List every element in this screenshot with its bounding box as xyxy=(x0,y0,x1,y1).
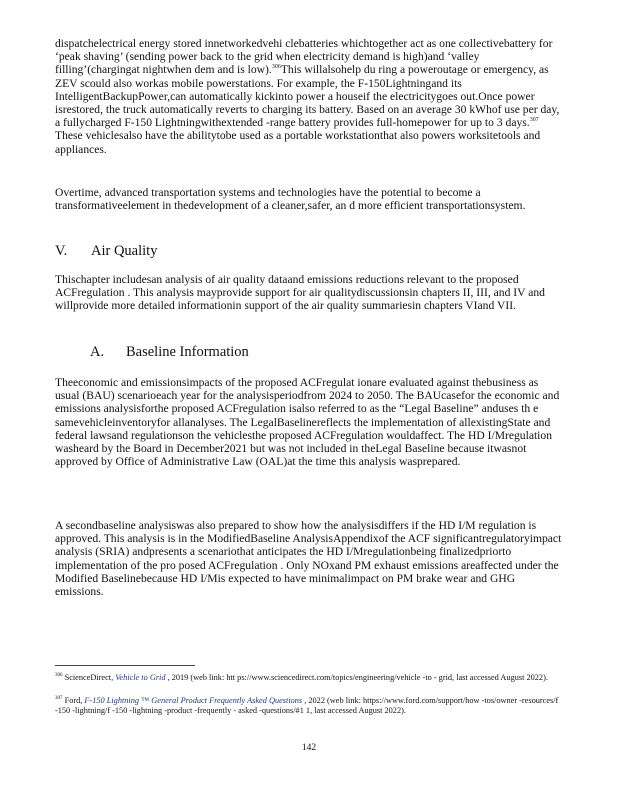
footnote-ref-306[interactable]: 306 xyxy=(271,64,281,71)
subsection-number: A. xyxy=(90,344,105,360)
subsection-title: Baseline Information xyxy=(126,344,249,360)
footnote-number: 306 xyxy=(55,673,63,679)
subsection-heading-baseline xyxy=(90,343,249,361)
paragraph-second-baseline: A secondbaseline analysiswas also prepared to show how the analysisdiffers if the HD I/M regulation is approved. This analysis is in the ModifiedBaseline AnalysisAppendixof the ACF significantregulatoryimpact analysis (SRIA) andpresents a scenariothat anticipates the HD I/Mregulationbeing finalizedpriorto implementation of the pro posed ACFregulation . Only NOxand PM exhaust emissions areaffected under the Modified Baselinebecause HD I/Mis expected to have minimalimpact on PM brake wear and GHG emissions. xyxy=(55,519,562,599)
section-number: V. xyxy=(55,243,68,259)
footnote-307 xyxy=(55,696,570,717)
paragraph-chapter-intro: Thischapter includesan analysis of air quality dataand emissions reductions relevant to the proposed ACFregulation . This analysis mayprovide support for air qualitydiscussionsin chapters II, III, and IV and willprovide more detailed informationin support of the air quality summariesin chapters VIand VII. xyxy=(55,273,545,313)
paragraph-text: This willalsohelp du ring a poweroutage or emergency, as ZEV scould also workas mobile powerstations. For example, the F-150Lightningand its IntelligentBackupPower,can automatically kickinto power a houseif the electricitygoes out.Once power isrestored, the truck automatically reverts to charging its battery. Based on an average 30 kWhof use per day, a fullycharged F-150 Lightningwithextended -range battery provides full-homepower for up to 3 days. xyxy=(55,63,560,130)
paragraph-vehicle-grid xyxy=(55,37,565,156)
footnote-source: Ford, xyxy=(62,696,83,705)
footnote-306 xyxy=(55,673,570,683)
footnote-number: 307 xyxy=(55,696,63,702)
footnote-title-link[interactable]: F-150 Lightning ™ General Product Frequently Asked Questions xyxy=(84,696,303,705)
paragraph-baseline-description: Theeconomic and emissionsimpacts of the proposed ACFregulat ionare evaluated against thebusiness as usual (BAU) scenarioeach year for the analysisperiodfrom 2024 to 2050. The BAUcasefor the economic and emissions analysisforthe proposed ACFregulation isalso referred to as the “Legal Baseline” anduses th e samevehicleinventoryfor allanalyses. The LegalBaselinereflects the implementation of allexistingState and federal lawsand regulationson the vehiclesthe proposed ACFregulation wouldaffect. The HD I/Mregulation washeard by the Board in December2021 but was not included in theLegal Baseline because itwasnot approved by Office of Administrative Law (OAL)at the time this analysis wasprepared. xyxy=(55,376,560,469)
footnote-citation: , 2022 (web link: https://www.ford.com/support/how -tos/owner -resources/f -150 -lightning/f -150 -lightning -product -frequently - asked -questions/#1 1, last accessed August 2022). xyxy=(55,696,559,716)
footnote-ref-307[interactable]: 307 xyxy=(529,117,539,124)
paragraph-advanced-transportation: Overtime, advanced transportation systems and technologies have the potential to become a transformativeelement in thedevelopment of a cleaner,safer, an d more efficient transportationsystem. xyxy=(55,186,526,213)
footnote-citation: , 2019 (web link: htt ps://www.sciencedirect.com/topics/engineering/vehicle -to - grid, last accessed August 2022). xyxy=(165,673,548,682)
footnote-title-link[interactable]: Vehicle to Grid xyxy=(115,673,166,682)
footnote-divider xyxy=(55,665,195,666)
section-title: Air Quality xyxy=(91,243,158,259)
footnote-source: ScienceDirect, xyxy=(62,673,114,682)
paragraph-text: dispatchelectrical energy stored innetworkedvehi clebatteries whichtogether act as one collectivebattery for ‘peak shaving’ (sending power back to the grid when electricity demand is high)and ‘valley filling’(chargingat nightwhen dem and is low). xyxy=(55,37,553,77)
paragraph-text: These vehiclesalso have the abilitytobe used as a portable workstationthat also powers worksitetools and appliances. xyxy=(55,129,541,156)
page-number: 142 xyxy=(301,743,317,753)
section-heading-air-quality xyxy=(55,242,157,260)
